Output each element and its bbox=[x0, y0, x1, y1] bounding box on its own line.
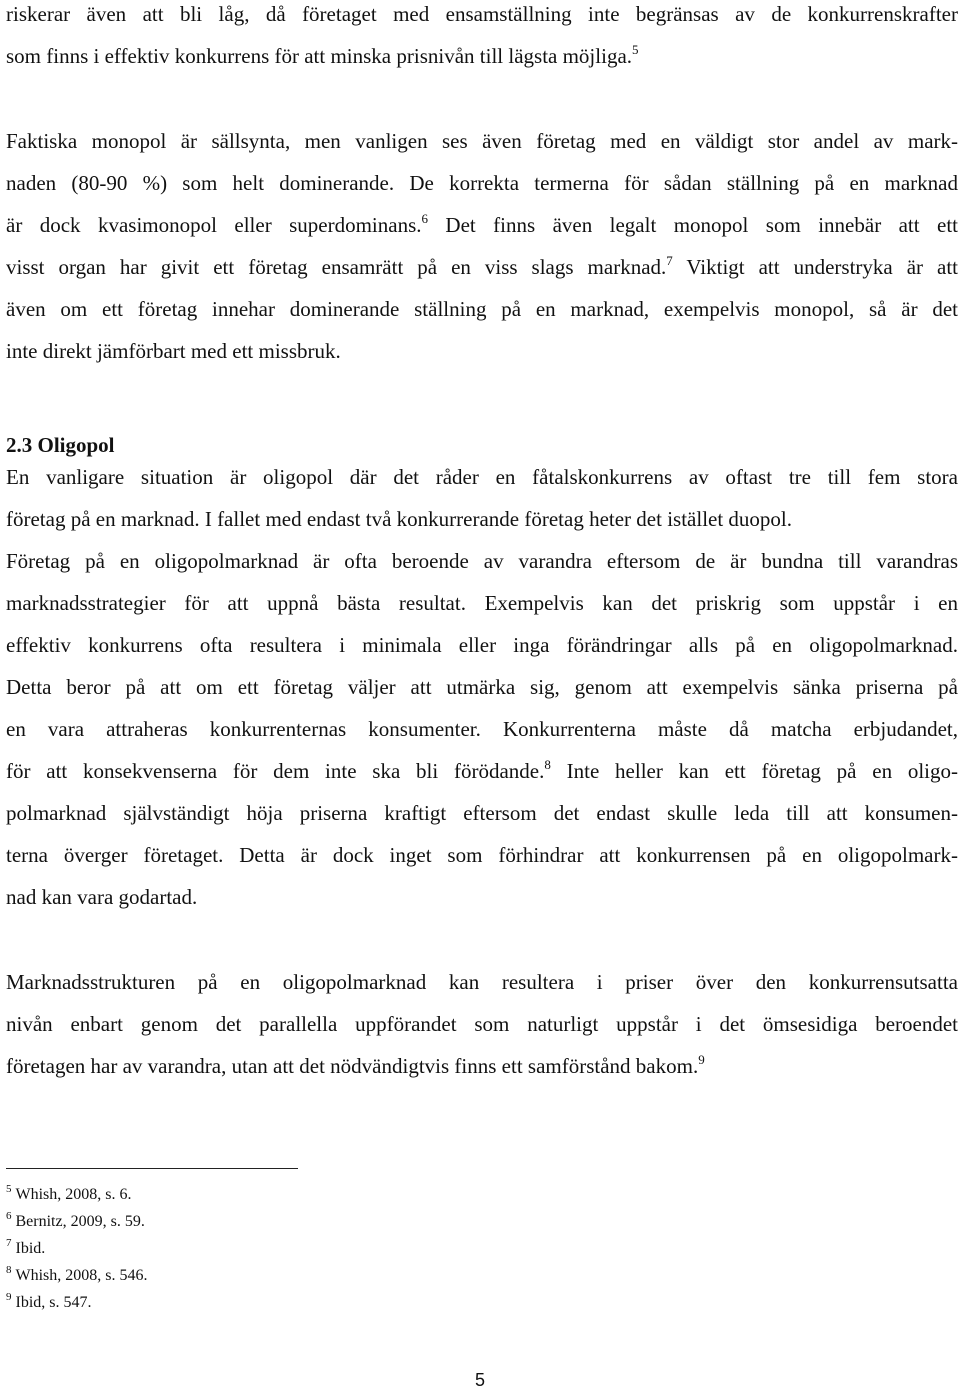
text-line bbox=[6, 255, 958, 279]
text-line bbox=[6, 970, 958, 994]
text-span: riskerar även att bli låg, då företaget med ensamställning inte begränsas av de konkurrenskrafter bbox=[6, 2, 958, 26]
footnote-text: Whish, 2008, s. 546. bbox=[15, 1267, 148, 1284]
footnote-text: Ibid. bbox=[15, 1240, 46, 1257]
footnote-ref[interactable]: 7 bbox=[666, 253, 673, 268]
footnote-ref[interactable]: 8 bbox=[544, 757, 551, 772]
text-span: är dock kvasimonopol eller superdominans. bbox=[6, 213, 422, 237]
text-span: för att konsekvenserna för dem inte ska bli förödande. bbox=[6, 759, 545, 783]
footnote bbox=[6, 1264, 148, 1285]
text-line bbox=[6, 675, 958, 699]
text-span: naden (80-90 %) som helt dominerande. De korrekta termerna för sådan ställning på en marknad bbox=[6, 171, 958, 195]
text-line bbox=[6, 1012, 958, 1036]
footnote-text: Whish, 2008, s. 6. bbox=[15, 1186, 132, 1203]
text-span: Det finns även legalt monopol som innebär att ett bbox=[428, 213, 959, 237]
page-number: 5 bbox=[474, 1370, 485, 1390]
text-span: nad kan vara godartad. bbox=[6, 885, 198, 909]
text-span: visst organ har givit ett företag ensamrätt på en viss slags marknad. bbox=[6, 255, 667, 279]
text-span: även om ett företag innehar dominerande ställning på en marknad, exempelvis monopol, så är det bbox=[6, 297, 958, 321]
text-line bbox=[6, 339, 958, 363]
text-span: inte direkt jämförbart med ett missbruk. bbox=[6, 339, 341, 363]
footnote-ref[interactable]: 6 bbox=[421, 211, 429, 226]
text-span: Detta beror på att om ett företag väljer att utmärka sig, genom att exempelvis sänka priserna på bbox=[6, 675, 958, 699]
section-heading: 2.3 Oligopol bbox=[6, 433, 115, 457]
text-span: En vanligare situation är oligopol där det råder en fåtalskonkurrens av oftast tre till fem stora bbox=[6, 465, 958, 489]
text-line bbox=[6, 843, 958, 867]
text-span: marknadsstrategier för att uppnå bästa resultat. Exempelvis kan det priskrig som uppstår i en bbox=[6, 591, 958, 615]
footnote-number: 9 bbox=[6, 1291, 12, 1303]
footnote bbox=[6, 1183, 132, 1204]
text-line bbox=[6, 1054, 958, 1078]
text-span: Företag på en oligopolmarknad är ofta beroende av varandra eftersom de är bundna till varandras bbox=[6, 549, 958, 573]
text-span: som finns i effektiv konkurrens för att minska prisnivån till lägsta möjliga. bbox=[6, 44, 633, 68]
text-line bbox=[6, 213, 958, 237]
text-span: terna överger företaget. Detta är dock inget som förhindrar att konkurrensen på en oligopolmark- bbox=[6, 843, 958, 867]
footnote-divider bbox=[6, 1168, 298, 1169]
text-span: företag på en marknad. I fallet med endast två konkurrerande företag heter det istället duopol. bbox=[6, 507, 793, 531]
text-line bbox=[6, 297, 958, 321]
footnote-text: Ibid, s. 547. bbox=[15, 1294, 92, 1311]
text-line bbox=[6, 129, 958, 153]
text-line bbox=[6, 171, 958, 195]
text-span: Faktiska monopol är sällsynta, men vanligen ses även företag med en väldigt stor andel av mark- bbox=[6, 129, 958, 153]
footnote-ref[interactable]: 9 bbox=[698, 1052, 705, 1067]
text-line bbox=[6, 549, 958, 573]
text-span: effektiv konkurrens ofta resultera i minimala eller inga förändringar alls på en oligopolmarknad. bbox=[6, 633, 958, 657]
text-span: Marknadsstrukturen på en oligopolmarknad kan resultera i priser över den konkurrensutsatta bbox=[6, 970, 958, 994]
text-line bbox=[6, 885, 958, 909]
footnote bbox=[6, 1237, 46, 1258]
footnote-number: 5 bbox=[6, 1183, 12, 1195]
text-span: företagen har av varandra, utan att det nödvändigtvis finns ett samförstånd bakom. bbox=[6, 1054, 699, 1078]
text-span: en vara attraheras konkurrenternas konsumenter. Konkurrenterna måste då matcha erbjudandet, bbox=[6, 717, 958, 741]
text-line bbox=[6, 633, 958, 657]
footnote-ref[interactable]: 5 bbox=[632, 42, 639, 57]
text-span: Viktigt att understryka är att bbox=[672, 255, 958, 279]
text-line bbox=[6, 801, 958, 825]
footnote-number: 6 bbox=[6, 1210, 12, 1222]
text-span: nivån enbart genom det parallella uppförandet som naturligt uppstår i det ömsesidiga beroendet bbox=[6, 1012, 958, 1036]
footnote-text: Bernitz, 2009, s. 59. bbox=[15, 1213, 145, 1230]
text-span: Inte heller kan ett företag på en oligo- bbox=[550, 759, 958, 783]
footnote-number: 7 bbox=[6, 1237, 12, 1249]
footnote-number: 8 bbox=[6, 1264, 12, 1276]
text-line bbox=[6, 2, 958, 26]
text-span: polmarknad självständigt höja priserna kraftigt eftersom det endast skulle leda till att konsumen- bbox=[6, 801, 958, 825]
footnote bbox=[6, 1210, 145, 1231]
footnote bbox=[6, 1291, 92, 1312]
text-line bbox=[6, 507, 958, 531]
text-line bbox=[6, 717, 958, 741]
text-line bbox=[6, 44, 958, 68]
text-line bbox=[6, 591, 958, 615]
text-line bbox=[6, 465, 958, 489]
text-line bbox=[6, 759, 958, 783]
